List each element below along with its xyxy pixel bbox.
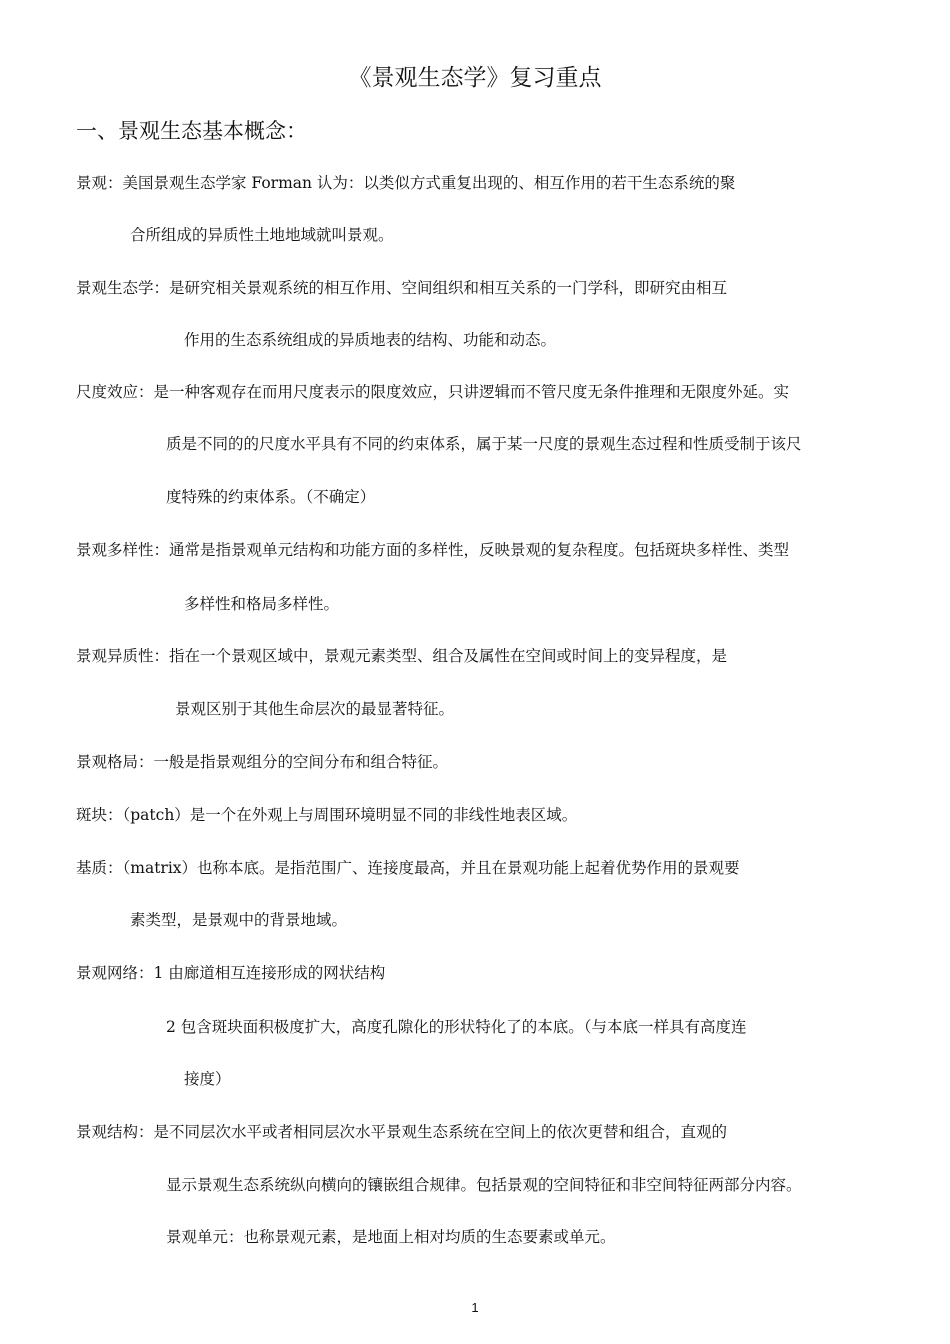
text-line: 斑块：（patch）是一个在外观上与周围环境明显不同的非线性地表区域。: [76, 806, 578, 824]
text-line: 景观异质性：指在一个景观区域中，景观元素类型、组合及属性在空间或时间上的变异程度，是: [76, 647, 728, 665]
text-line: 作用的生态系统组成的异质地表的结构、功能和动态。: [184, 331, 557, 349]
text-line: 多样性和格局多样性。: [184, 595, 340, 613]
text-line: 景观区别于其他生命层次的最显著特征。: [175, 700, 455, 718]
text-line: 质是不同的的尺度水平具有不同的约束体系，属于某一尺度的景观生态过程和性质受制于该尺: [166, 435, 802, 453]
text-line: 景观：美国景观生态学家 Forman 认为：以类似方式重复出现的、相互作用的若干生态系统的聚: [76, 174, 736, 192]
text-line: 接度）: [184, 1070, 231, 1088]
document-title: 《景观生态学》复习重点: [348, 65, 602, 91]
text-line: 尺度效应：是一种客观存在而用尺度表示的限度效应，只讲逻辑而不管尺度无条件推理和无限度外延。实: [76, 383, 790, 401]
text-line: 基质：（matrix）也称本底。是指范围广、连接度最高，并且在景观功能上起着优势作用的景观要: [76, 859, 740, 877]
text-line: 景观格局：一般是指景观组分的空间分布和组合特征。: [76, 753, 449, 771]
text-line: 景观生态学：是研究相关景观系统的相互作用、空间组织和相互关系的一门学科，即研究由相互: [76, 279, 728, 297]
text-line: 2 包含斑块面积极度扩大，高度孔隙化的形状特化了的本底。（与本底一样具有高度连: [166, 1018, 747, 1036]
section-heading: 一、景观生态基本概念：: [76, 119, 307, 143]
text-line: 合所组成的异质性土地地域就叫景观。: [130, 226, 394, 244]
page-number: 1: [471, 1300, 479, 1315]
text-line: 景观单元：也称景观元素，是地面上相对均质的生态要素或单元。: [166, 1228, 616, 1246]
text-line: 景观结构：是不同层次水平或者相同层次水平景观生态系统在空间上的依次更替和组合，直观的: [76, 1123, 728, 1141]
text-line: 景观多样性：通常是指景观单元结构和功能方面的多样性，反映景观的复杂程度。包括斑块多样性、类型: [76, 541, 790, 559]
text-line: 景观网络：1 由廊道相互连接形成的网状结构: [76, 964, 386, 982]
text-line: 显示景观生态系统纵向横向的镶嵌组合规律。包括景观的空间特征和非空间特征两部分内容。: [166, 1176, 802, 1194]
text-line: 度特殊的约束体系。（不确定）: [166, 488, 376, 506]
text-line: 素类型，是景观中的背景地域。: [130, 911, 348, 929]
